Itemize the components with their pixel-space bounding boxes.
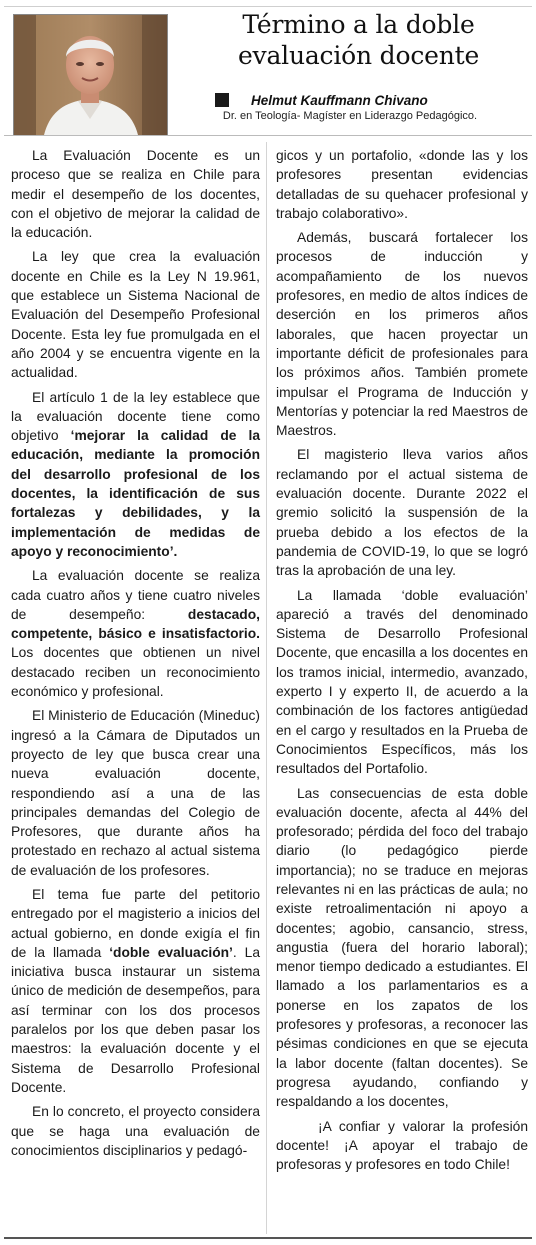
paragraph-text: Los docentes que obtienen un nivel destacado reciben un reconocimiento económico y profesional. xyxy=(11,645,260,700)
paragraph xyxy=(11,388,260,562)
paragraph: La Evaluación Docente es un proceso que se realiza en Chile para medir el desempeño de los docentes, con el objetivo de mejorar la calidad de la educación. xyxy=(11,148,260,241)
paragraph-text: La evaluación docente se realiza cada cuatro años y tiene cuatro niveles de desempeño: xyxy=(11,568,260,622)
author-name: Helmut Kauffmann Chivano xyxy=(251,92,428,108)
paragraph: Las consecuencias de esta doble evaluación docente, afecta al 44% del profesorado; pérdida del foco del trabajo diario (lo pedagógico pierde importancia); no se traduce en mejoras relevantes ni en las prácticas de aula; no existe retroalimentación ni apoyo a docentes; agobio, cansancio, stress, angustia (fuera del horario laboral); menor tiempo dedicado a estudiantes. El llamado a los parlamentarios es a ponerse en los zapatos de los profesores y profesoras, a reconocer las pésimas condiciones en que se ejecuta la labor docente (faltan docentes). Se progresa ayudando, confiando y respaldando a los docentes, xyxy=(276,785,528,1110)
byline-square-icon xyxy=(215,93,229,107)
paragraph: La ley que crea la evaluación docente en Chile es la Ley N 19.961, que establece un Sistema Nacional de Evaluación del Desempeño Profesional Docente. Esta ley fue promulgada en el año 2004 y se encuentra vigente en la actualidad. xyxy=(11,249,260,381)
bold-levels: destacado, competente, básico e insatisfactorio. xyxy=(11,606,260,642)
title-line-1: Término a la doble xyxy=(242,10,475,39)
author-photo xyxy=(13,14,168,136)
paragraph: La llamada ‘doble evaluación’ apareció a través del denominado Sistema de Desarrollo Profesional Docente, que encasilla a los docentes en los tramos inicial, intermedio, avanzado, experto I y experto II, de acuerdo a la combinación de los factores antigüedad en el cargo y resultados en la Prueba de Conocimientos Específicos, más los resultados del Portafolio. xyxy=(276,587,528,777)
closing-paragraph: ¡A confiar y valorar la profesión docente! ¡A apoyar el trabajo de profesoras y profesores en todo Chile! xyxy=(276,1118,528,1173)
paragraph-text: El artículo 1 de la ley establece que la evaluación docente tiene como objetivo xyxy=(11,389,260,444)
paragraph: En lo concreto, el proyecto considera que se haga una evaluación de conocimientos disciplinarios y pedagó- xyxy=(11,1104,260,1158)
bottom-rule xyxy=(4,1237,532,1239)
byline xyxy=(215,90,428,110)
paragraph: Además, buscará fortalecer los procesos de inducción y acompañamiento de los nuevos profesores, en medio de altos índices de deserción en los primeros años laborales, que hacen proyectar un importante déficit de profesionales para los próximos años. También promete impulsar el Programa de Inducción y Mentorías y potenciar la red Maestros de Maestros. xyxy=(276,230,528,439)
paragraph: El Ministerio de Educación (Mineduc) ingresó a la Cámara de Diputados un proyecto de ley que busca crear una nueva evaluación docente, respondiendo así a una de las principales demandas del Colegio de Profesores, que durante años ha protestado en rechazo al actual sistema de evaluación de los profesores. xyxy=(11,708,260,878)
column-divider xyxy=(266,142,267,1234)
bold-term: ‘doble evaluación’ xyxy=(109,944,233,960)
header-rule xyxy=(4,135,532,136)
paragraph xyxy=(11,566,260,701)
title-line-2: evaluación docente xyxy=(237,41,480,70)
right-column xyxy=(276,146,528,1179)
paragraph xyxy=(11,885,260,1097)
paragraph: El magisterio lleva varios años reclamando por el actual sistema de evaluación docente. Durante 2022 el gremio solicitó la suspensión de la prueba debido a los efectos de la pandemia de COVID-19, lo que se logró tras la aprobación de una ley. xyxy=(276,447,528,579)
paragraph-continued: gicos y un portafolio, «donde las y los profesores presentan evidencias detalladas de su quehacer profesional y trabajo colaborativo». xyxy=(276,148,528,221)
paragraph-text: . La iniciativa busca instaurar un sistema único de medición de desempeños, para así terminar con los dos procesos paralelos por los que deben pasar los maestros: la evaluación docente y el Sistema de Desarrollo Profesional Docente. xyxy=(11,944,260,1095)
author-portrait-image xyxy=(14,15,167,135)
author-credentials: Dr. en Teología- Magíster en Liderazgo Pedagógico. xyxy=(222,110,478,122)
bold-quote: ‘mejorar la calidad de la educación, mediante la promoción del desarrollo profesional de los docentes, la identificación de sus fortalezas y debilidades, y la implementación de medidas de apoyo y reconocimiento’. xyxy=(11,428,260,559)
left-column xyxy=(11,146,260,1165)
article-title xyxy=(186,9,531,71)
paragraph-text: El tema fue parte del petitorio entregado por el magisterio a inicios del actual gobierno, en donde exigía el fin de la llamada xyxy=(11,886,260,960)
top-rule xyxy=(4,6,532,7)
